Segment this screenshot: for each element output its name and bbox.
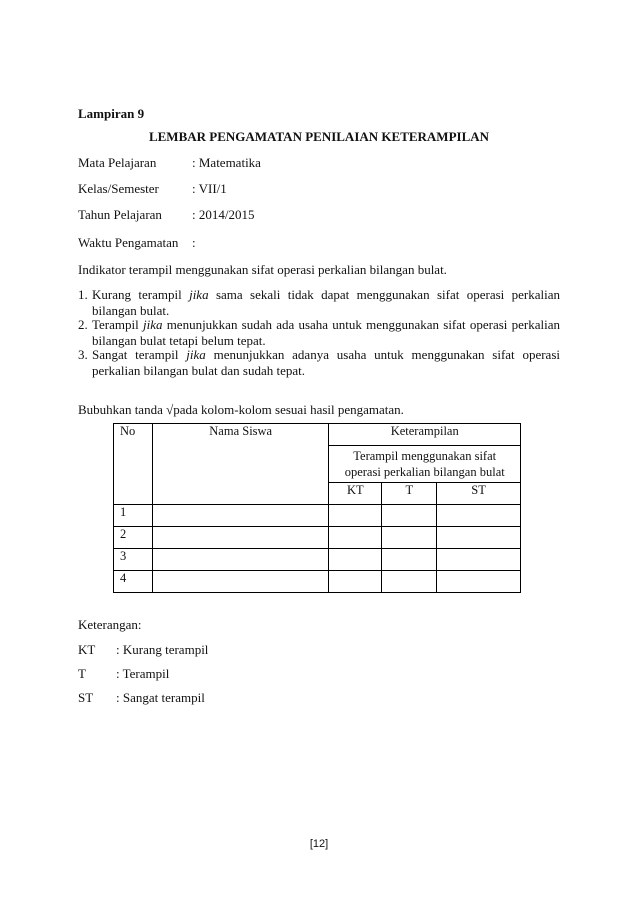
criteria-text: Kurang terampil [92, 287, 190, 302]
info-label-year: Tahun Pelajaran [78, 207, 162, 222]
info-value-time: : [192, 235, 196, 250]
legend-code: KT [78, 642, 96, 657]
kt-cell[interactable] [329, 527, 382, 549]
info-value-class: : VII/1 [192, 181, 227, 196]
student-name-cell[interactable] [152, 549, 328, 571]
table-row [114, 549, 521, 571]
info-label-class: Kelas/Semester [78, 181, 159, 196]
table-row [114, 505, 521, 527]
criteria-text: menunjukkan sudah ada usaha untuk menggunakan sifat operasi perkalian bilangan bulat tetapi belum tepat. [92, 317, 560, 348]
legend-code: T [78, 666, 86, 681]
appendix-label: Lampiran 9 [78, 106, 145, 121]
page-number: [12] [309, 838, 329, 850]
row-number: 4 [114, 571, 153, 593]
header-keterampilan: Keterampilan [329, 424, 521, 446]
t-cell[interactable] [382, 571, 437, 593]
header-st: ST [437, 483, 521, 505]
student-name-cell[interactable] [152, 505, 328, 527]
info-label-time: Waktu Pengamatan [78, 235, 179, 250]
criteria-number: 2. [78, 317, 88, 332]
kt-cell[interactable] [329, 505, 382, 527]
header-no: No [114, 424, 153, 505]
header-t: T [382, 483, 437, 505]
t-cell[interactable] [382, 527, 437, 549]
criteria-text: sama sekali tidak dapat menggunakan sifat operasi perkalian bilangan bulat. [92, 287, 561, 318]
instruction-text: Bubuhkan tanda √pada kolom-kolom sesuai hasil pengamatan. [78, 402, 404, 417]
criteria-number: 3. [78, 347, 88, 362]
header-nama-siswa: Nama Siswa [152, 424, 328, 505]
table-row [114, 571, 521, 593]
criteria-jika: jika [189, 287, 209, 302]
kt-cell[interactable] [329, 549, 382, 571]
criteria-item [92, 287, 560, 319]
criteria-text: menunjukkan adanya usaha untuk menggunakan sifat operasi perkalian bilangan bulat dan sudah tepat. [92, 347, 560, 378]
student-name-cell[interactable] [152, 527, 328, 549]
student-name-cell[interactable] [152, 571, 328, 593]
st-cell[interactable] [437, 505, 521, 527]
legend-description: : Sangat terampil [116, 690, 205, 705]
info-label-subject: Mata Pelajaran [78, 155, 157, 170]
header-kt: KT [329, 483, 382, 505]
legend-description: : Terampil [116, 666, 170, 681]
st-cell[interactable] [437, 549, 521, 571]
t-cell[interactable] [382, 505, 437, 527]
criteria-item [92, 317, 560, 349]
table-row [114, 527, 521, 549]
criteria-jika: jika [186, 347, 206, 362]
legend-code: ST [78, 690, 94, 705]
info-value-subject: : Matematika [192, 155, 261, 170]
criteria-number: 1. [78, 287, 88, 302]
criteria-item [92, 347, 560, 379]
keterangan-heading: Keterangan: [78, 617, 142, 632]
document-title: LEMBAR PENGAMATAN PENILAIAN KETERAMPILAN [148, 129, 490, 144]
kt-cell[interactable] [329, 571, 382, 593]
legend-description: : Kurang terampil [116, 642, 209, 657]
criteria-text: Sangat terampil [92, 347, 187, 362]
observation-table [113, 423, 521, 593]
header-skill-description: Terampil menggunakan sifat operasi perkalian bilangan bulat [329, 446, 521, 483]
row-number: 2 [114, 527, 153, 549]
info-value-year: : 2014/2015 [192, 207, 255, 222]
criteria-text: Terampil [92, 317, 143, 332]
row-number: 1 [114, 505, 153, 527]
criteria-jika: jika [142, 317, 163, 332]
t-cell[interactable] [382, 549, 437, 571]
indicator-text: Indikator terampil menggunakan sifat operasi perkalian bilangan bulat. [78, 262, 447, 277]
st-cell[interactable] [437, 527, 521, 549]
row-number: 3 [114, 549, 153, 571]
st-cell[interactable] [437, 571, 521, 593]
